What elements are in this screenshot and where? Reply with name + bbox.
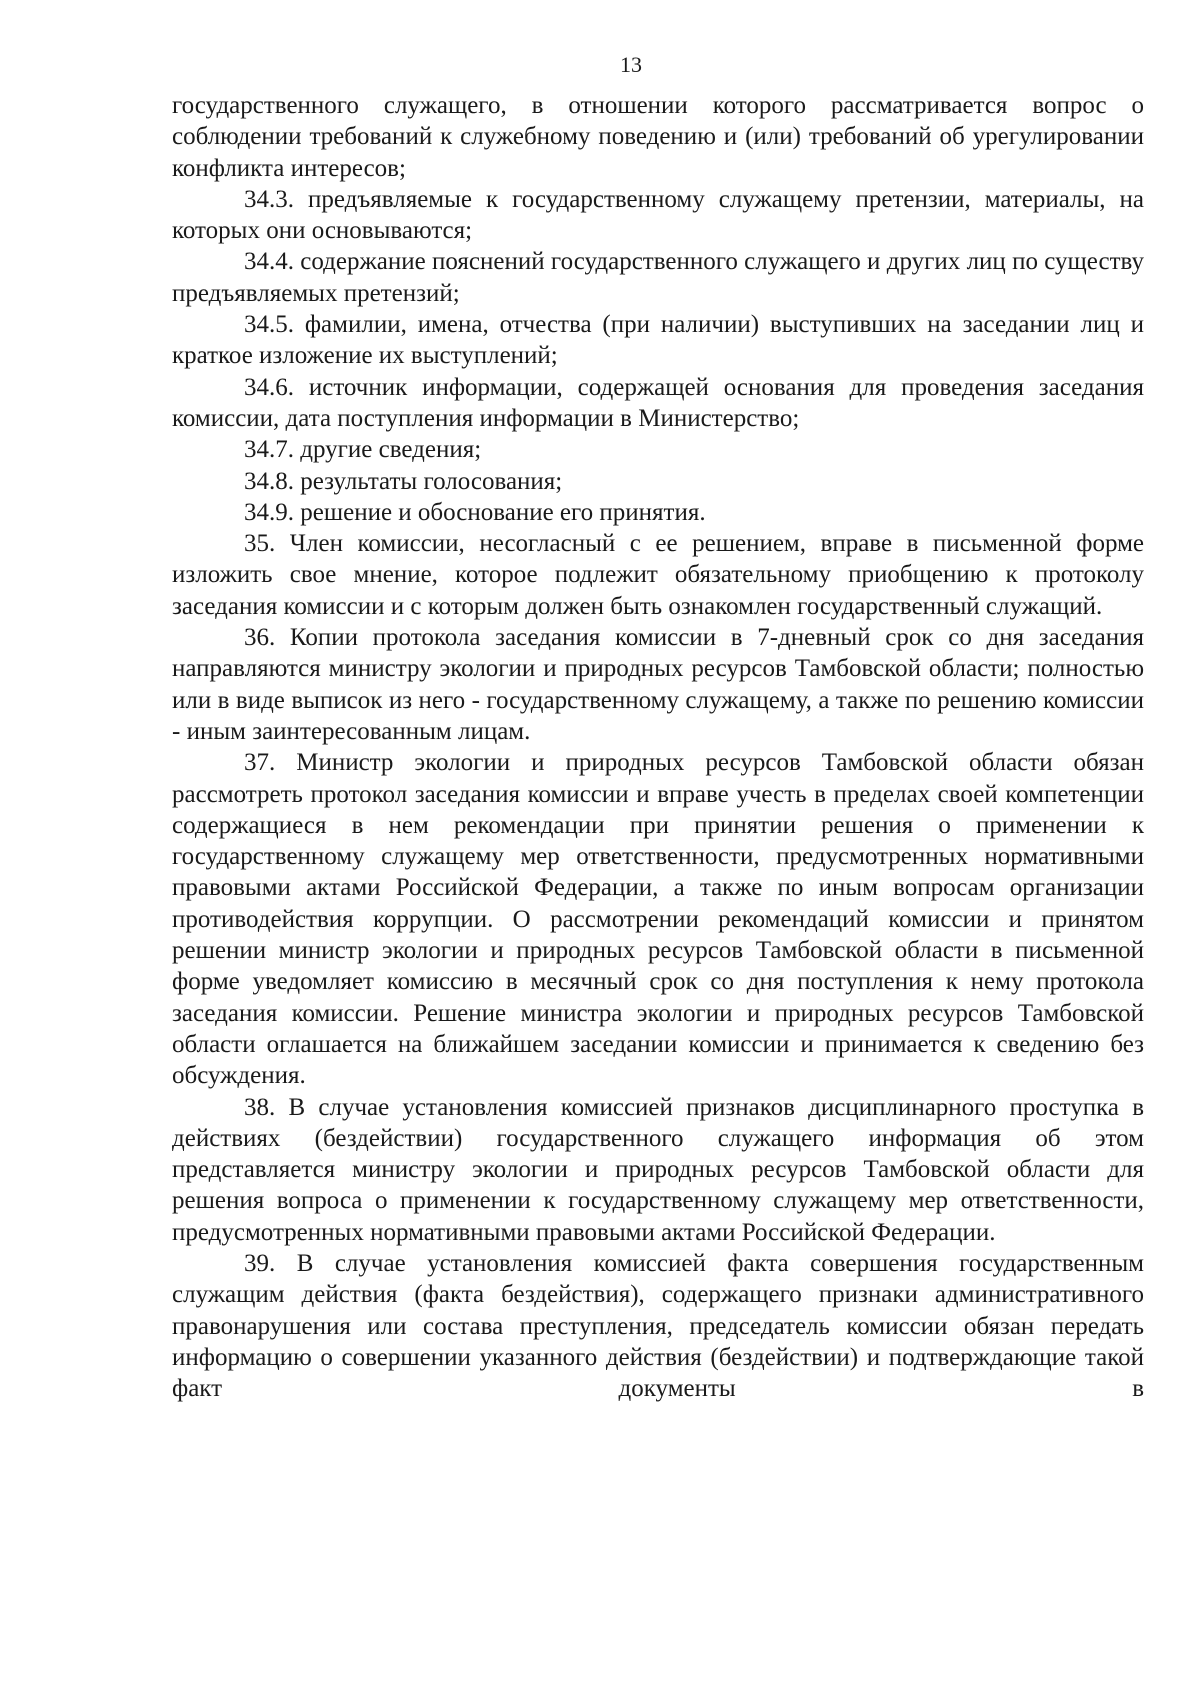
paragraph-39: 39. В случае установления комиссией факта совершения государственным служащим действия (факта бездействия), содержащего признаки административного правонарушения или состава преступления, председатель комиссии обязан передать информацию о совершении указанного действия (бездействии) и подтверждающие такой факт документы в <box>172 1249 1144 1403</box>
paragraph-34-7: 34.7. другие сведения; <box>244 436 482 464</box>
paragraph-35: 35. Член комиссии, несогласный с ее решением, вправе в письменной форме изложить свое мнение, которое подлежит обязательному приобщению к протоколу заседания комиссии и с которым должен быть ознакомлен государственный служащий. <box>172 530 1144 620</box>
paragraph-38: 38. В случае установления комиссией признаков дисциплинарного проступка в действиях (бездействии) государственного служащего информация об этом представляется министру экологии и природных ресурсов Тамбовской области для решения вопроса о применении к государственному служащему мер ответственности, предусмотренных нормативными правовыми актами Российской Федерации. <box>172 1093 1144 1246</box>
paragraph-36: 36. Копии протокола заседания комиссии в 7-дневный срок со дня заседания направляются министру экологии и природных ресурсов Тамбовской области; полностью или в виде выписок из него - государственному служащему, а также по решению комиссии - иным заинтересованным лицам. <box>172 624 1144 745</box>
paragraph-37: 37. Министр экологии и природных ресурсов Тамбовской области обязан рассмотреть протокол заседания комиссии и вправе учесть в пределах своей компетенции содержащиеся в нем рекомендации при принятии решения о применении к государственному служащему мер ответственности, предусмотренных нормативными правовыми актами Российской Федерации, а также по иным вопросам организации противодействия коррупции. О рассмотрении рекомендаций комиссии и принятом решении министр экологии и природных ресурсов Тамбовской области в письменной форме уведомляет комиссию в месячный срок со дня поступления к нему протокола заседания комиссии. Решение министра экологии и природных ресурсов Тамбовской области оглашается на ближайшем заседании комиссии и принимается к сведению без обсуждения. <box>172 749 1144 1090</box>
paragraph-34-3: 34.3. предъявляемые к государственному служащему претензии, материалы, на которых они основываются; <box>172 185 1144 245</box>
paragraph-34-4: 34.4. содержание пояснений государственного служащего и других лиц по существу предъявляемых претензий; <box>172 248 1144 307</box>
document-body <box>172 90 1144 1404</box>
paragraph-34-9: 34.9. решение и обоснование его принятия. <box>244 498 706 526</box>
paragraph-34-8: 34.8. результаты голосования; <box>244 467 563 495</box>
paragraph-34-6: 34.6. источник информации, содержащей основания для проведения заседания комиссии, дата поступления информации в Министерство; <box>172 373 1144 432</box>
paragraph-34-5: 34.5. фамилии, имена, отчества (при наличии) выступивших на заседании лиц и краткое изложение их выступлений; <box>172 311 1144 370</box>
page-number: 13 <box>620 52 642 77</box>
paragraph-continuation: государственного служащего, в отношении которого рассматривается вопрос о соблюдении требований к служебному поведению и (или) требований об урегулировании конфликта интересов; <box>172 92 1144 182</box>
